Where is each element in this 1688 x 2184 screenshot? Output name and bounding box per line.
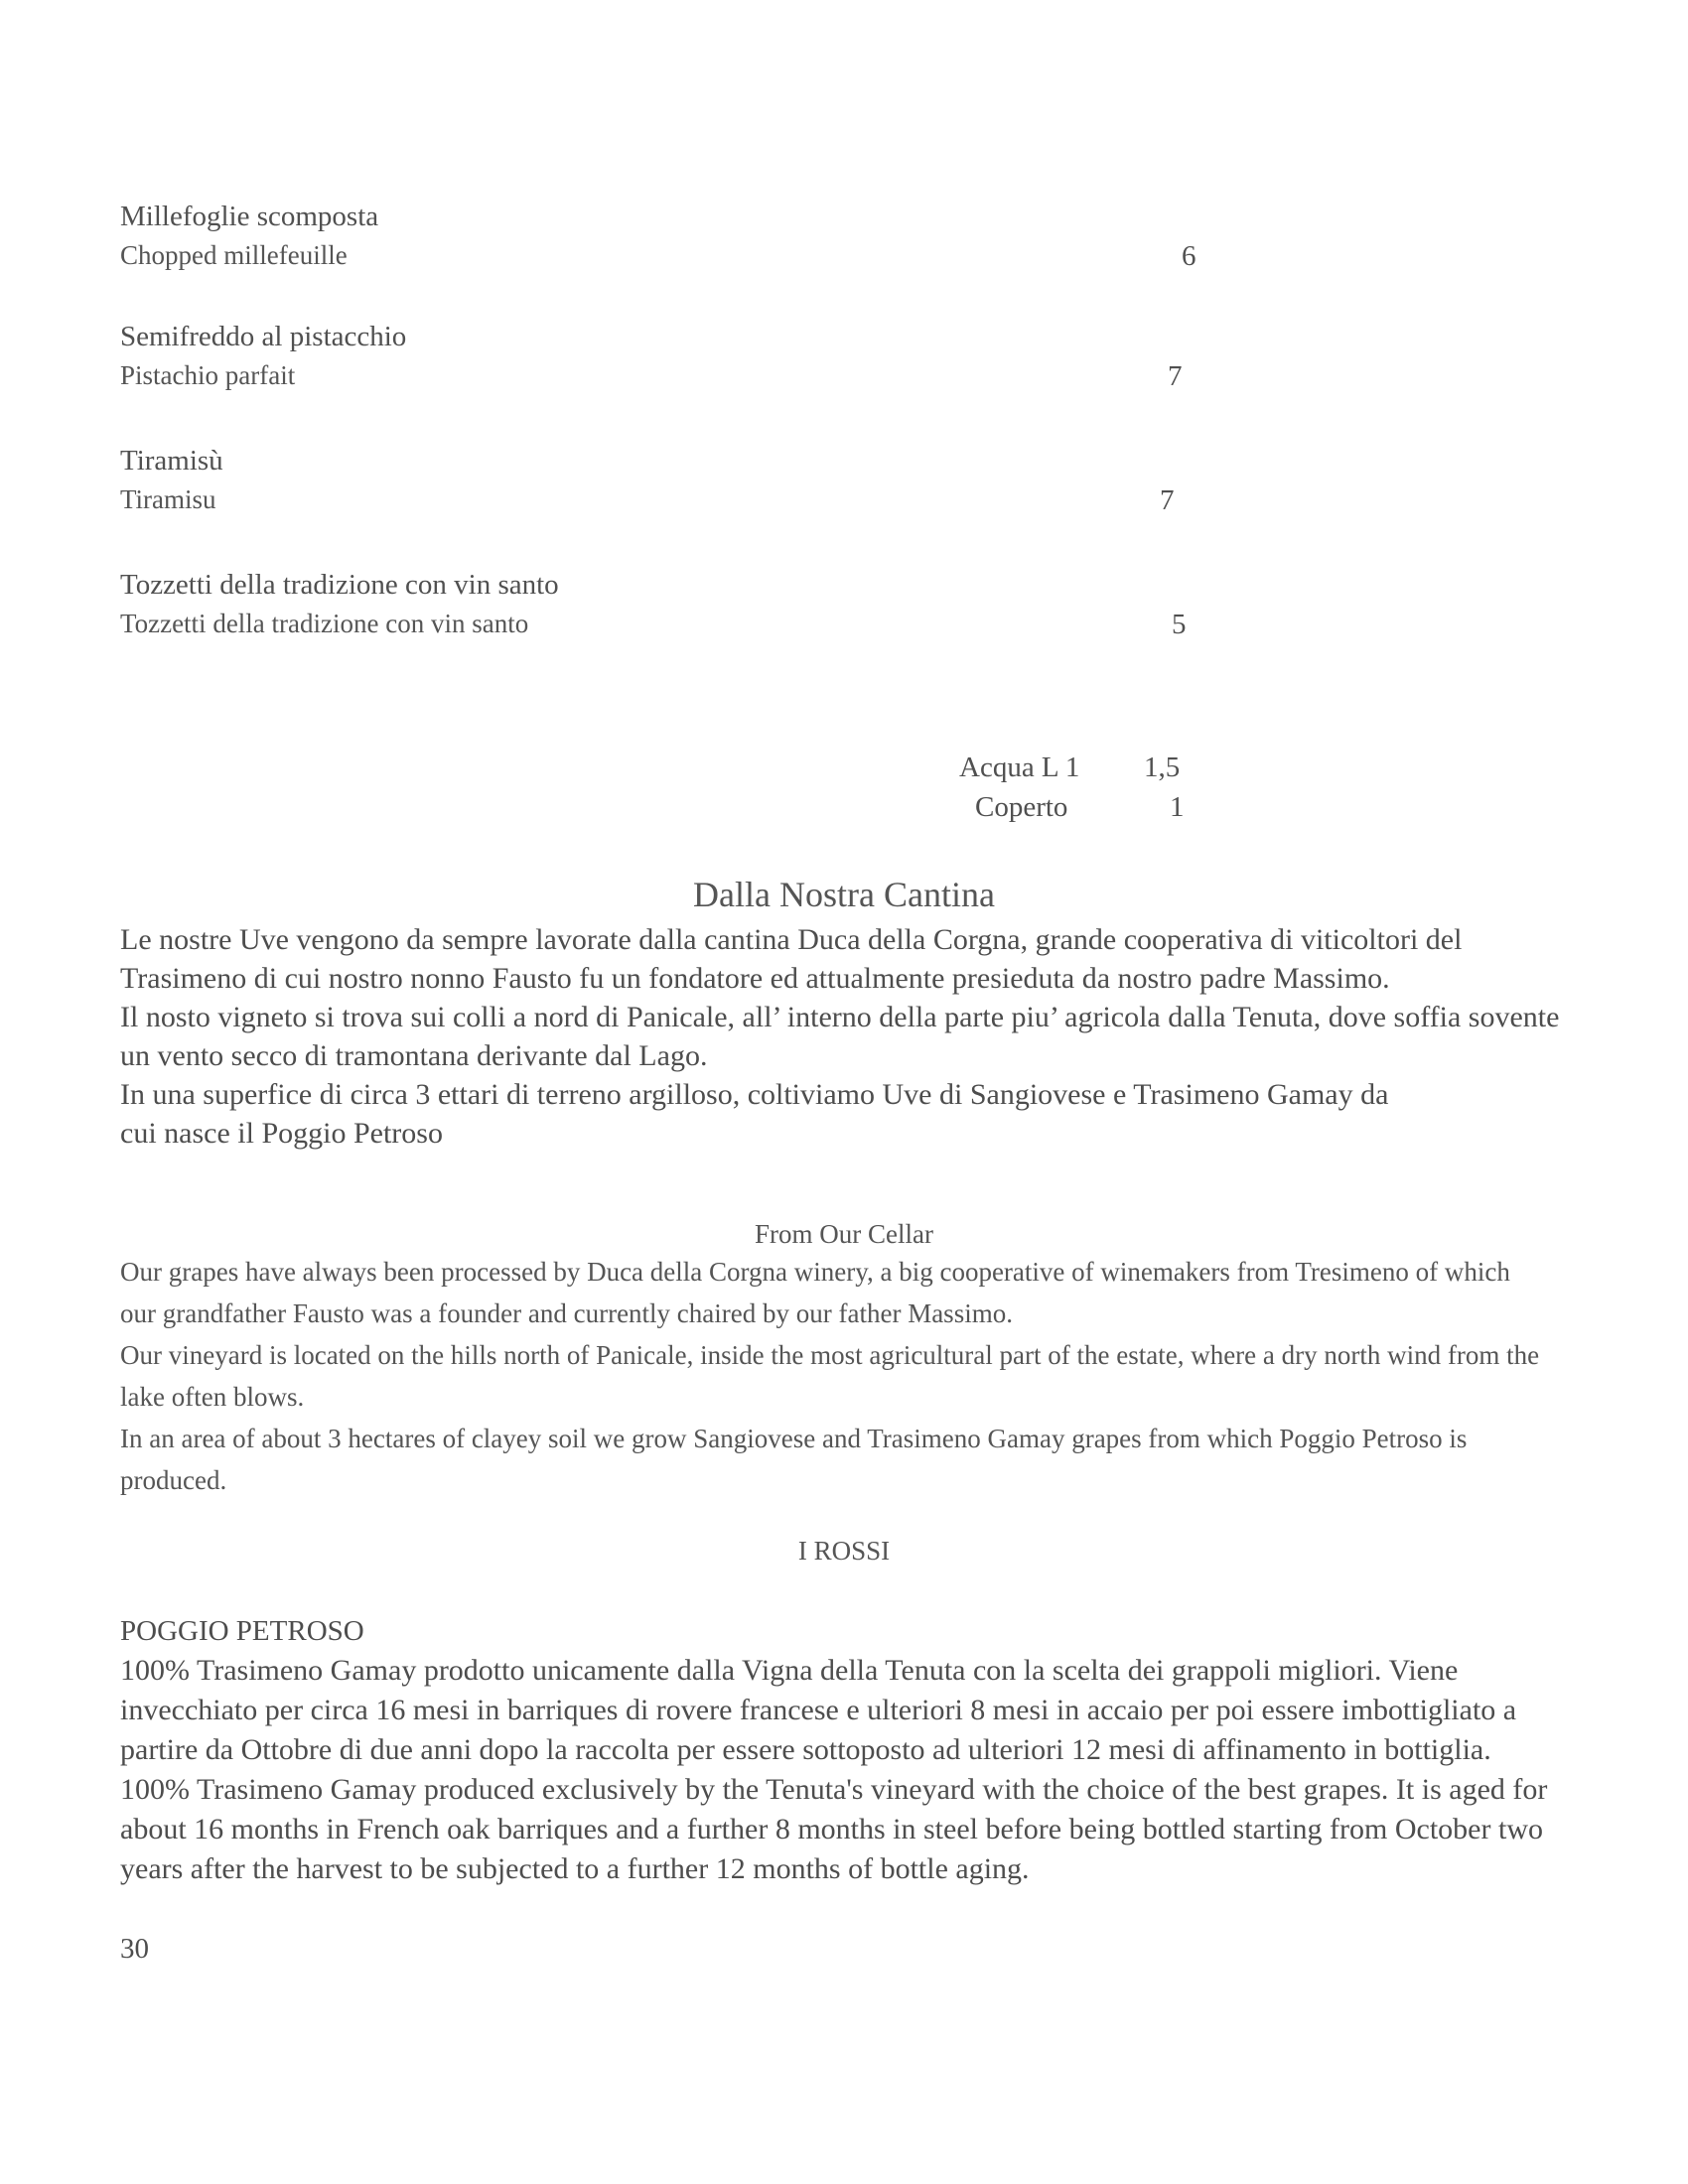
extra-price: 1 — [1170, 791, 1185, 823]
cellar-text-it — [120, 920, 1570, 1153]
wine-price: 30 — [120, 1933, 149, 1965]
cellar-paragraph-en: In an area of about 3 hectares of clayey soil we grow Sangiovese and Trasimeno Gamay grapes from which Poggio Petroso is produced. — [120, 1424, 1468, 1495]
dessert-price: 5 — [1172, 609, 1187, 640]
wine-description-it: 100% Trasimeno Gamay prodotto unicamente dalla Vigna della Tenuta con la scelta dei grappoli migliori. Viene invecchiato per circa 16 mesi in barriques di rovere francese e ulteriori 8 mesi in accaio per poi essere imbottigliato a partire da Ottobre di due anni dopo la raccolta per essere sottoposto ad ulteriori 12 mesi di affinamento in bottiglia. — [120, 1654, 1517, 1766]
cellar-paragraph-it: Le nostre Uve vengono da sempre lavorate dalla cantina Duca della Corgna, grande cooperativa di viticoltori del Trasimeno di cui nostro nonno Fausto fu un fondatore ed attualmente presieduta da nostro padre Massimo. — [120, 923, 1463, 995]
dessert-name-it: Tozzetti della tradizione con vin santo — [120, 569, 559, 601]
dessert-name-it: Tiramisù — [120, 445, 223, 477]
dessert-price: 6 — [1182, 240, 1196, 272]
cellar-paragraph-it: In una superfice di circa 3 ettari di terreno argilloso, coltiviamo Uve di Sangiovese e Trasimeno Gamay da cui nasce il Poggio Petroso — [120, 1078, 1389, 1150]
dessert-name-en: Tiramisu — [120, 484, 216, 514]
dessert-name-en: Pistachio parfait — [120, 360, 296, 390]
dessert-price: 7 — [1160, 484, 1175, 516]
extra-price: 1,5 — [1144, 751, 1181, 783]
dessert-name-it: Millefoglie scomposta — [120, 201, 379, 232]
cellar-paragraph-it: Il nosto vigneto si trova sui colli a nord di Panicale, all’ interno della parte piu’ agricola dalla Tenuta, dove soffia sovente un vento secco di tramontana derivante dal Lago. — [120, 1001, 1560, 1072]
wine-description — [120, 1651, 1570, 1889]
cellar-title-en: From Our Cellar — [755, 1219, 933, 1249]
reds-heading: I ROSSI — [797, 1536, 891, 1566]
dessert-name-en: Chopped millefeuille — [120, 240, 348, 270]
cellar-paragraph-en: Our grapes have always been processed by Duca della Corgna winery, a big cooperative of winemakers from Tresimeno of which our grandfather Fausto was a founder and currently chaired by our father Massimo. — [120, 1257, 1510, 1328]
dessert-name-it: Semifreddo al pistacchio — [120, 321, 407, 352]
wine-name: POGGIO PETROSO — [120, 1615, 364, 1647]
extra-label: Coperto — [975, 791, 1068, 823]
cellar-title-it: Dalla Nostra Cantina — [693, 875, 995, 914]
dessert-price: 7 — [1168, 360, 1183, 392]
dessert-name-en: Tozzetti della tradizione con vin santo — [120, 609, 529, 638]
cellar-text-en — [120, 1251, 1570, 1501]
cellar-paragraph-en: Our vineyard is located on the hills north of Panicale, inside the most agricultural part of the estate, where a dry north wind from the lake often blows. — [120, 1340, 1540, 1412]
extra-label: Acqua L 1 — [959, 751, 1080, 783]
wine-description-en: 100% Trasimeno Gamay produced exclusively by the Tenuta's vineyard with the choice of the best grapes. It is aged for about 16 months in French oak barriques and a further 8 months in steel before being bottled starting from October two years after the harvest to be subjected to a further 12 months of bottle aging. — [120, 1773, 1548, 1885]
